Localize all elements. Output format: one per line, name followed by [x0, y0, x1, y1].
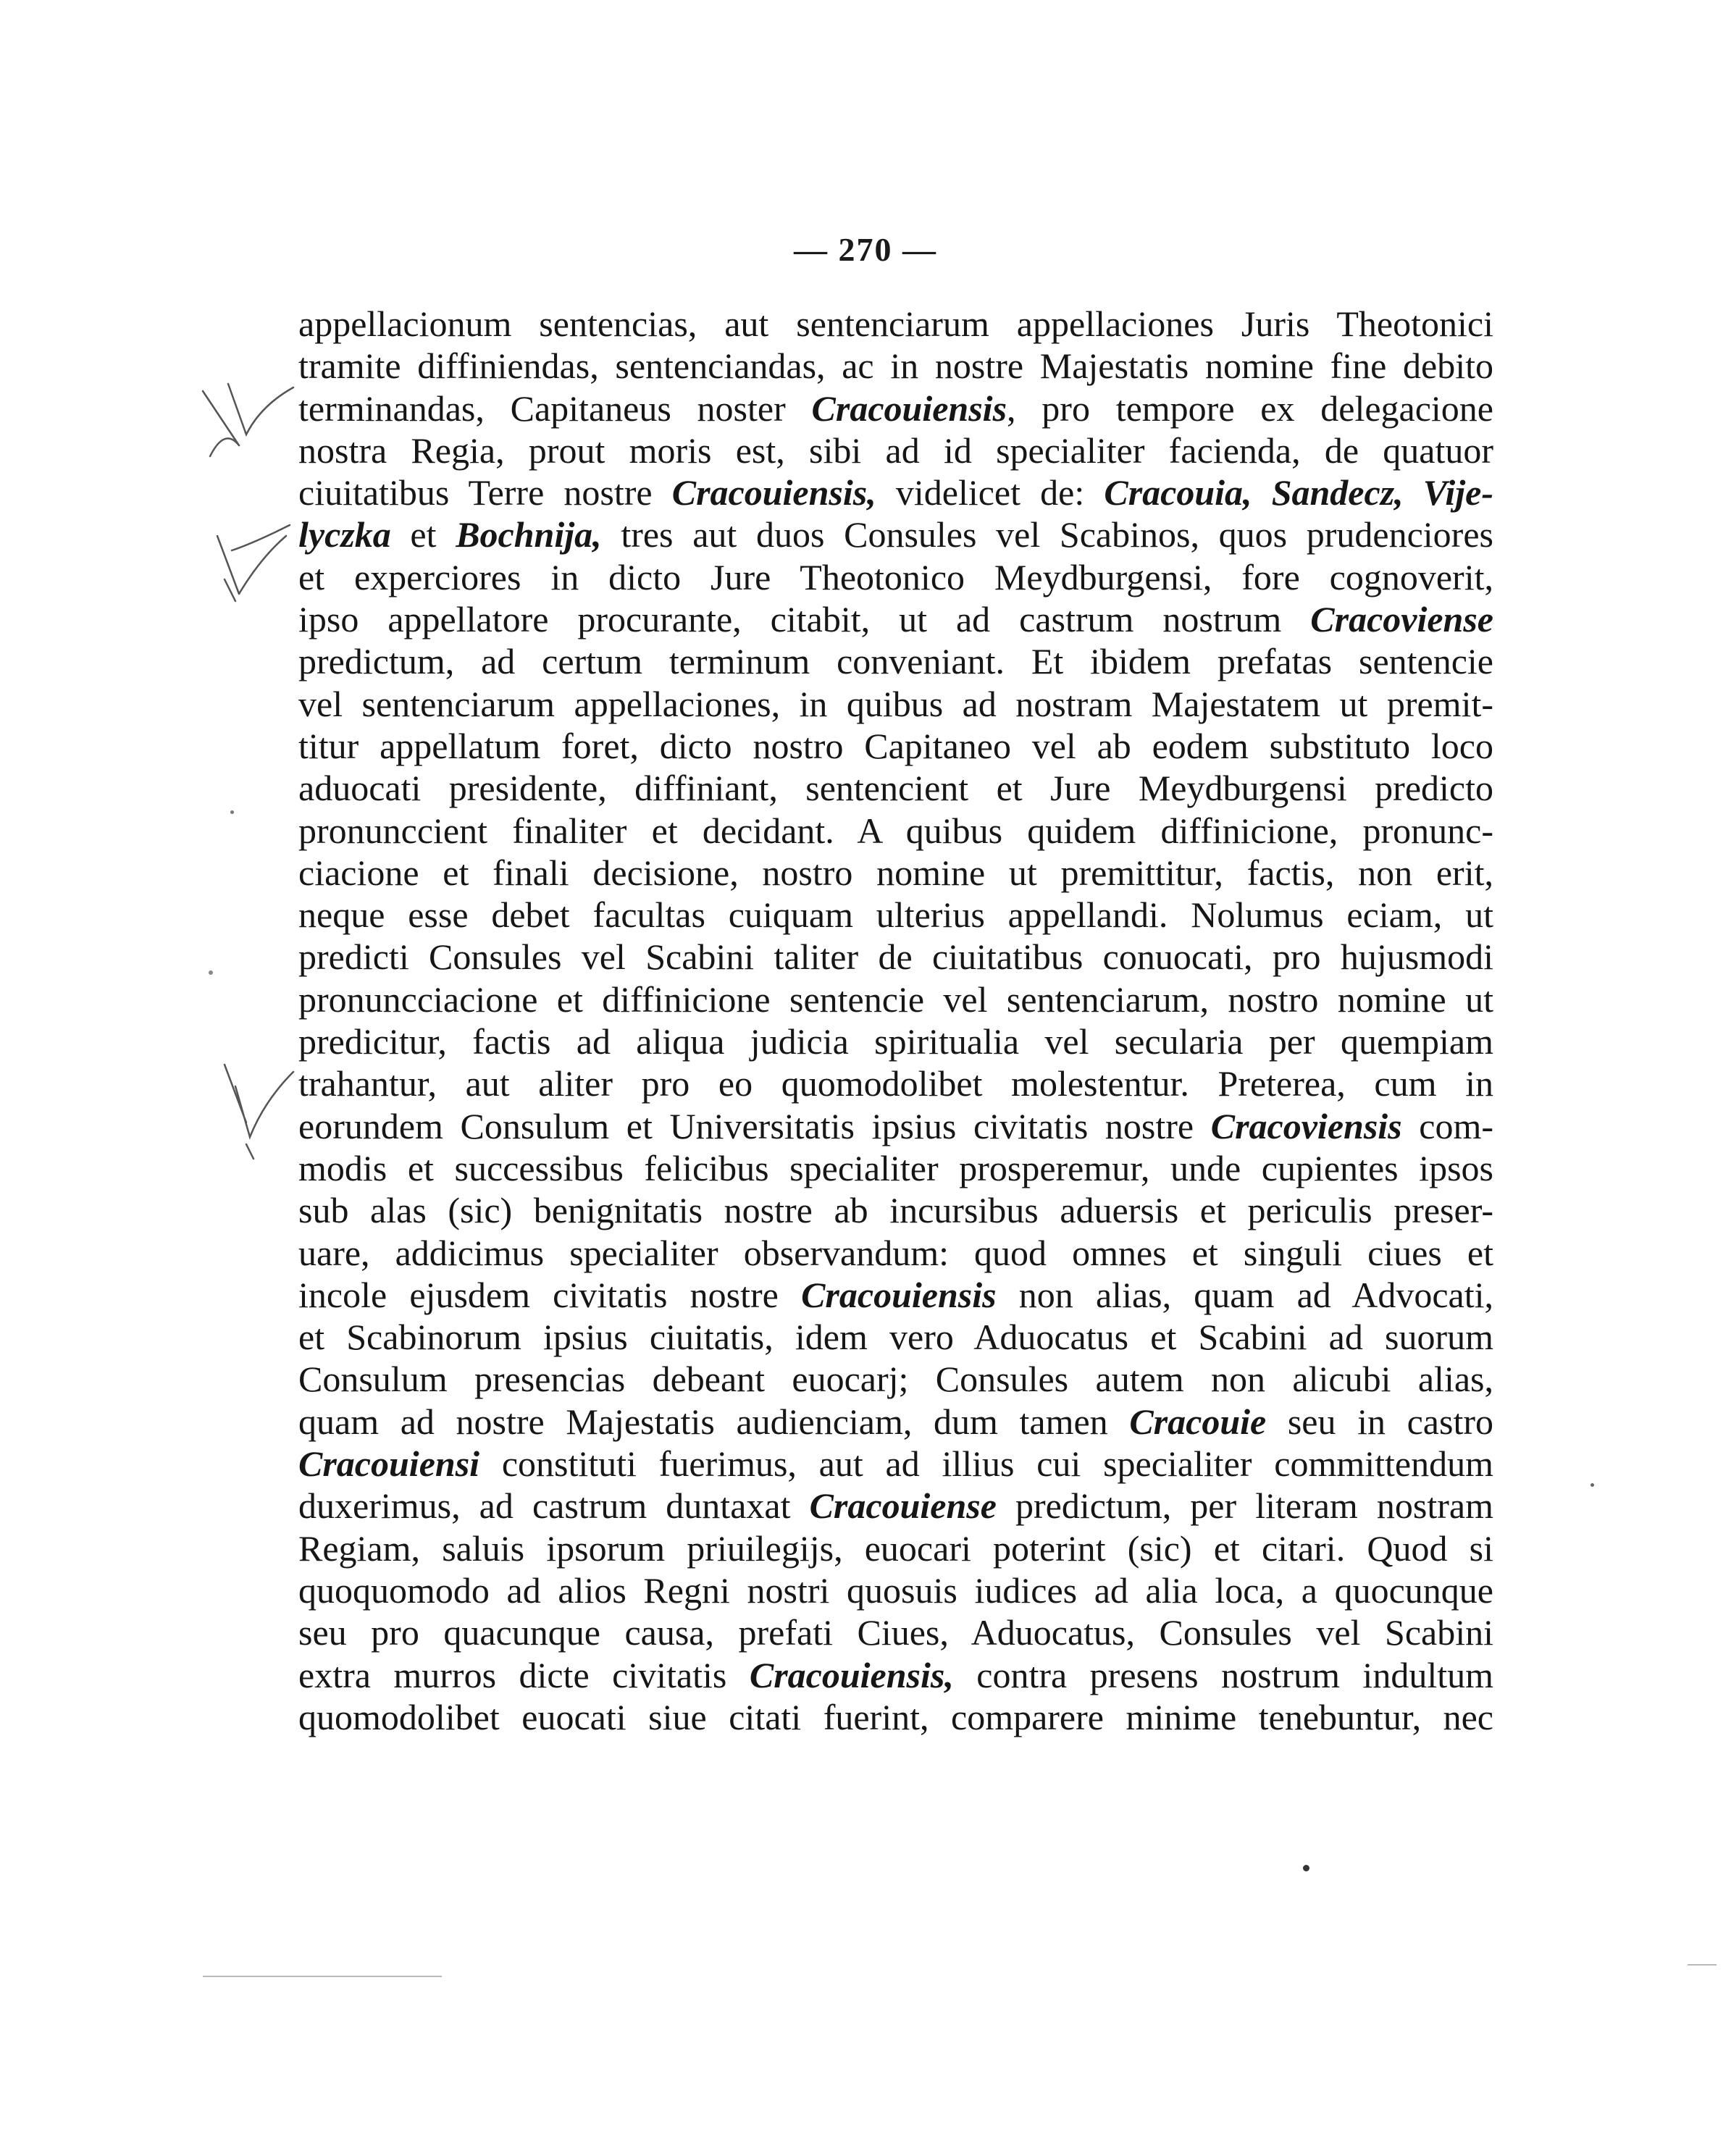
text-line — [298, 387, 1493, 429]
italic-place-name: Cracouiensis — [811, 387, 1007, 429]
margin-pencil-mark-1 — [196, 377, 297, 478]
text-segment: tres aut duos Consules vel Scabinos, quos prudenciores — [601, 514, 1493, 555]
text-line — [298, 1189, 1493, 1231]
text-line — [298, 513, 1493, 555]
page-number: — 270 — — [794, 231, 937, 268]
text-segment: predictum, per literam nostram — [996, 1485, 1493, 1527]
text-segment: modis et successibus felicibus specialiter prosperemur, unde cupientes ipsos — [298, 1147, 1493, 1188]
text-segment: seu pro quacunque causa, prefati Ciues, Aduocatus, Consules vel Scabini — [298, 1612, 1493, 1653]
italic-place-name: Bochnija, — [456, 514, 602, 555]
text-segment: pronuncciacione et diffinicione sentencie vel sentenciarum, nostro nomine ut — [298, 978, 1493, 1020]
ink-speck — [1303, 1865, 1309, 1871]
text-line — [298, 1274, 1493, 1316]
text-line — [298, 1401, 1493, 1443]
ink-speck — [1590, 1483, 1594, 1487]
italic-place-name: lyczka — [298, 514, 391, 555]
text-segment: incole ejusdem civitatis nostre — [298, 1274, 802, 1315]
text-line — [298, 1485, 1493, 1527]
italic-place-name: Cracoviense — [1310, 599, 1493, 640]
text-line — [298, 1696, 1493, 1738]
text-segment: seu in castro — [1266, 1401, 1493, 1442]
text-line — [298, 936, 1493, 978]
text-line — [298, 1527, 1493, 1569]
scan-rule-left — [203, 1976, 442, 1977]
text-line — [298, 1611, 1493, 1653]
text-segment: ciacione et finali decisione, nostro nomine ut premittitur, factis, non erit, — [298, 852, 1493, 893]
text-segment: et — [390, 514, 456, 555]
text-segment: , pro tempore ex delegacione — [1007, 387, 1493, 429]
text-line — [298, 1062, 1493, 1104]
text-segment: quam ad nostre Majestatis audienciam, dum tamen — [298, 1401, 1130, 1442]
text-line — [298, 725, 1493, 767]
text-line — [298, 767, 1493, 809]
text-segment: duxerimus, ad castrum duntaxat — [298, 1485, 810, 1527]
text-segment: Regiam, saluis ipsorum priuilegijs, euocari poterint (sic) et citari. Quod si — [298, 1527, 1493, 1569]
text-segment: Consulum presencias debeant euocarj; Consules autem non alicubi alias, — [298, 1359, 1493, 1400]
ink-speck — [209, 970, 213, 975]
text-line — [298, 894, 1493, 936]
text-segment: sub alas (sic) benignitatis nostre ab incursibus aduersis et periculis preser- — [298, 1190, 1493, 1231]
text-segment: ciuitatibus Terre nostre — [298, 472, 672, 513]
text-line — [298, 1232, 1493, 1274]
scan-rule-right — [1688, 1964, 1717, 1966]
text-line — [298, 978, 1493, 1020]
text-line — [298, 1569, 1493, 1611]
text-line — [298, 1105, 1493, 1147]
text-line — [298, 598, 1493, 640]
text-segment: non alias, quam ad Advocati, — [996, 1274, 1493, 1315]
text-segment: et experciores in dicto Jure Theotonico Meydburgensi, fore cognoverit, — [298, 556, 1493, 597]
text-segment: appellacionum sentencias, aut sentenciarum appellaciones Juris Theotonici — [298, 303, 1493, 344]
text-segment: nostra Regia, prout moris est, sibi ad id specialiter facienda, de quatuor — [298, 429, 1493, 471]
text-segment: predicti Consules vel Scabini taliter de ciuitatibus conuocati, pro hujusmodi — [298, 936, 1493, 978]
text-line — [298, 556, 1493, 598]
text-line — [298, 303, 1493, 345]
text-line — [298, 1020, 1493, 1062]
italic-place-name: Cracouiensis, — [671, 472, 876, 513]
text-line — [298, 683, 1493, 725]
text-segment: neque esse debet facultas cuiquam ulterius appellandi. Nolumus eciam, ut — [298, 894, 1493, 936]
text-segment: predictum, ad certum terminum conveniant. Et ibidem prefatas sentencie — [298, 641, 1493, 682]
text-segment: extra murros dicte civitatis — [298, 1654, 750, 1695]
italic-place-name: Cracouiensis, — [749, 1654, 954, 1695]
text-segment: aduocati presidente, diffiniant, sentencient et Jure Meydburgensi predicto — [298, 768, 1493, 809]
text-segment: com- — [1401, 1105, 1494, 1146]
italic-place-name: Cracouiensis — [801, 1274, 997, 1315]
ink-speck — [230, 810, 234, 814]
text-segment: tramite diffiniendas, sentenciandas, ac in nostre Majestatis nomine fine debito — [298, 345, 1493, 387]
italic-place-name: Cracouiense — [809, 1485, 997, 1527]
text-line — [298, 345, 1493, 387]
text-segment: constituti fuerimus, aut ad illius cui specialiter committendum — [479, 1443, 1493, 1485]
text-segment: titur appellatum foret, dicto nostro Capitaneo vel ab eodem substituto loco — [298, 725, 1493, 766]
margin-pencil-mark-3 — [217, 1057, 297, 1166]
text-line — [298, 640, 1493, 682]
text-segment: quoquomodo ad alios Regni nostri quosuis iudices ad alia loca, a quocunque — [298, 1569, 1493, 1611]
body-text — [298, 303, 1493, 1738]
text-segment: predicitur, factis ad aliqua judicia spiritualia vel secularia per quempiam — [298, 1021, 1493, 1062]
text-line — [298, 471, 1493, 513]
text-segment: quomodolibet euocati siue citati fuerint, comparere minime tenebuntur, nec — [298, 1696, 1493, 1737]
italic-place-name: Cracouie — [1129, 1401, 1267, 1442]
text-segment: vel sentenciarum appellaciones, in quibus ad nostram Majestatem ut premit- — [298, 683, 1493, 724]
text-line — [298, 1654, 1493, 1696]
text-segment: et Scabinorum ipsius ciuitatis, idem vero Aduocatus et Scabini ad suorum — [298, 1317, 1493, 1358]
text-line — [298, 852, 1493, 894]
text-line — [298, 1316, 1493, 1358]
text-line — [298, 1147, 1493, 1189]
italic-place-name: Cracouiensi — [298, 1443, 480, 1485]
text-line — [298, 1358, 1493, 1400]
text-segment: ipso appellatore procurante, citabit, ut ad castrum nostrum — [298, 599, 1311, 640]
margin-pencil-mark-2 — [203, 521, 297, 608]
text-segment: eorundem Consulum et Universitatis ipsius civitatis nostre — [298, 1105, 1211, 1146]
text-line — [298, 1443, 1493, 1485]
text-line — [298, 429, 1493, 471]
text-segment: terminandas, Capitaneus noster — [298, 387, 812, 429]
text-line — [298, 810, 1493, 852]
text-segment: contra presens nostrum indultum — [953, 1654, 1493, 1695]
text-segment: uare, addicimus specialiter observandum: quod omnes et singuli ciues et — [298, 1232, 1493, 1273]
italic-place-name: Cracouia, Sandecz, Vije- — [1104, 472, 1493, 513]
text-segment: pronunccient finaliter et decidant. A quibus quidem diffinicione, pronunc- — [298, 810, 1493, 851]
italic-place-name: Cracoviensis — [1210, 1105, 1402, 1146]
text-segment: trahantur, aut aliter pro eo quomodolibet molestentur. Preterea, cum in — [298, 1063, 1493, 1104]
text-segment: videlicet de: — [876, 472, 1105, 513]
